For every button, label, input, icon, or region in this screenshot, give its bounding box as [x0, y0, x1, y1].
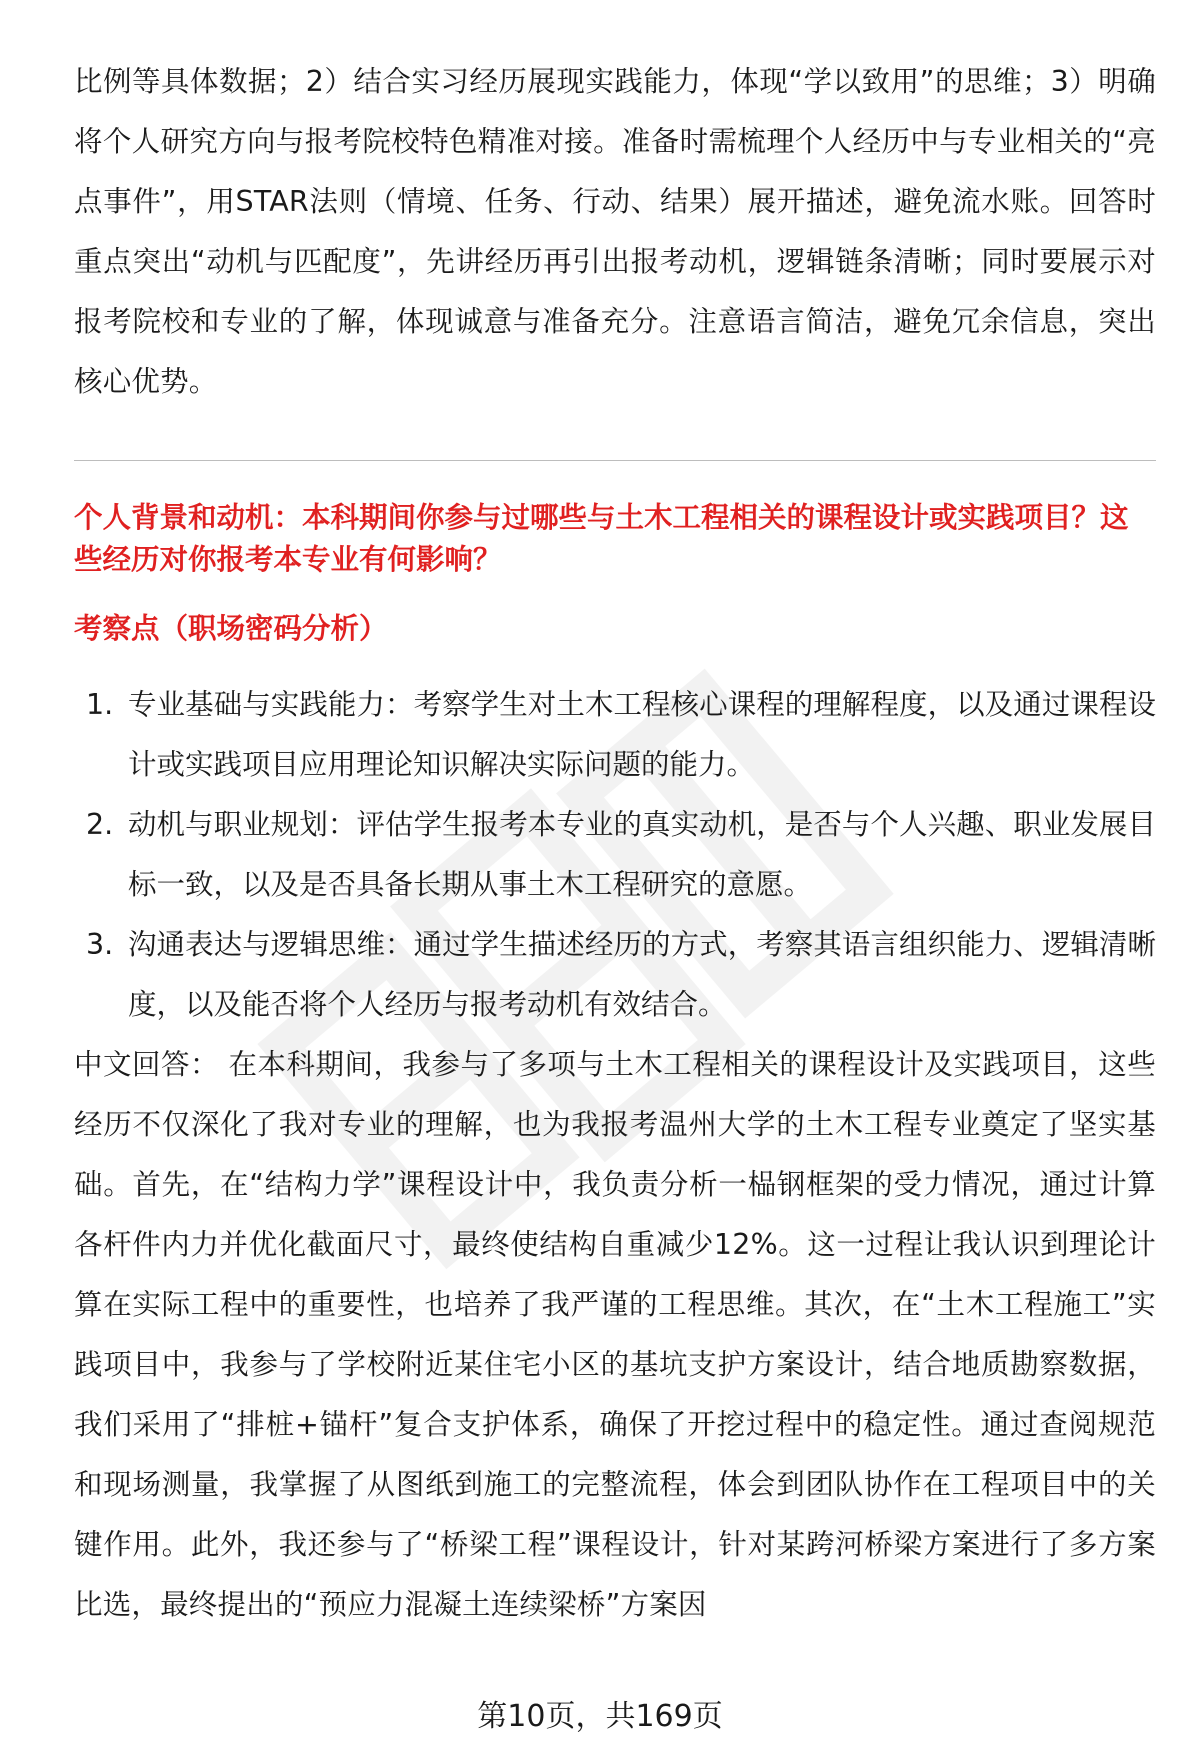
- list-item-text: 动机与职业规划：评估学生报考本专业的真实动机，是否与个人兴趣、职业发展目标一致，以及是否具备长期从事土木工程研究的意愿。: [128, 808, 1156, 901]
- list-item-number: 2.: [86, 808, 114, 841]
- list-item-number: 3.: [86, 928, 114, 961]
- list-item-text: 沟通表达与逻辑思维：通过学生描述经历的方式，考察其语言组织能力、逻辑清晰度，以及能否将个人经历与报考动机有效结合。: [128, 928, 1156, 1021]
- list-item: [74, 795, 1156, 915]
- list-item: [74, 675, 1156, 795]
- analysis-subheading: 考察点（职场密码分析）: [74, 612, 388, 645]
- intro-paragraph: 比例等具体数据；2）结合实习经历展现实践能力，体现“学以致用”的思维；3）明确将个人研究方向与报考院校特色精准对接。准备时需梳理个人经历中与专业相关的“亮点事件”，用STAR法则（情境、任务、行动、结果）展开描述，避免流水账。回答时重点突出“动机与匹配度”，先讲经历再引出报考动机，逻辑链条清晰；同时要展示对报考院校和专业的了解，体现诚意与准备充分。注意语言简洁，避免冗余信息，突出核心优势。: [74, 65, 1156, 398]
- document-page: [74, 52, 1156, 1635]
- answer-paragraph: 中文回答： 在本科期间，我参与了多项与土木工程相关的课程设计及实践项目，这些经历不仅深化了我对专业的理解，也为我报考温州大学的土木工程专业奠定了坚实基础。首先，在“结构力学”课程设计中，我负责分析一榀钢框架的受力情况，通过计算各杆件内力并优化截面尺寸，最终使结构自重减少12%。这一过程让我认识到理论计算在实际工程中的重要性，也培养了我严谨的工程思维。其次，在“土木工程施工”实践项目中，我参与了学校附近某住宅小区的基坑支护方案设计，结合地质勘察数据，我们采用了“排桩+锚杆”复合支护体系，确保了开挖过程中的稳定性。通过查阅规范和现场测量，我掌握了从图纸到施工的完整流程，体会到团队协作在工程项目中的关键作用。此外，我还参与了“桥梁工程”课程设计，针对某跨河桥梁方案进行了多方案比选，最终提出的“预应力混凝土连续梁桥”方案因: [74, 1048, 1156, 1621]
- question-heading: 个人背景和动机：本科期间你参与过哪些与土木工程相关的课程设计或实践项目？这些经历对你报考本专业有何影响？: [74, 501, 1129, 576]
- page-footer: 第10页，共169页: [477, 1699, 723, 1734]
- analysis-points-list: [74, 675, 1156, 1035]
- section-divider: [74, 460, 1156, 461]
- list-item: [74, 915, 1156, 1035]
- list-item-text: 专业基础与实践能力：考察学生对土木工程核心课程的理解程度，以及通过课程设计或实践项目应用理论知识解决实际问题的能力。: [128, 688, 1156, 781]
- list-item-number: 1.: [86, 688, 114, 721]
